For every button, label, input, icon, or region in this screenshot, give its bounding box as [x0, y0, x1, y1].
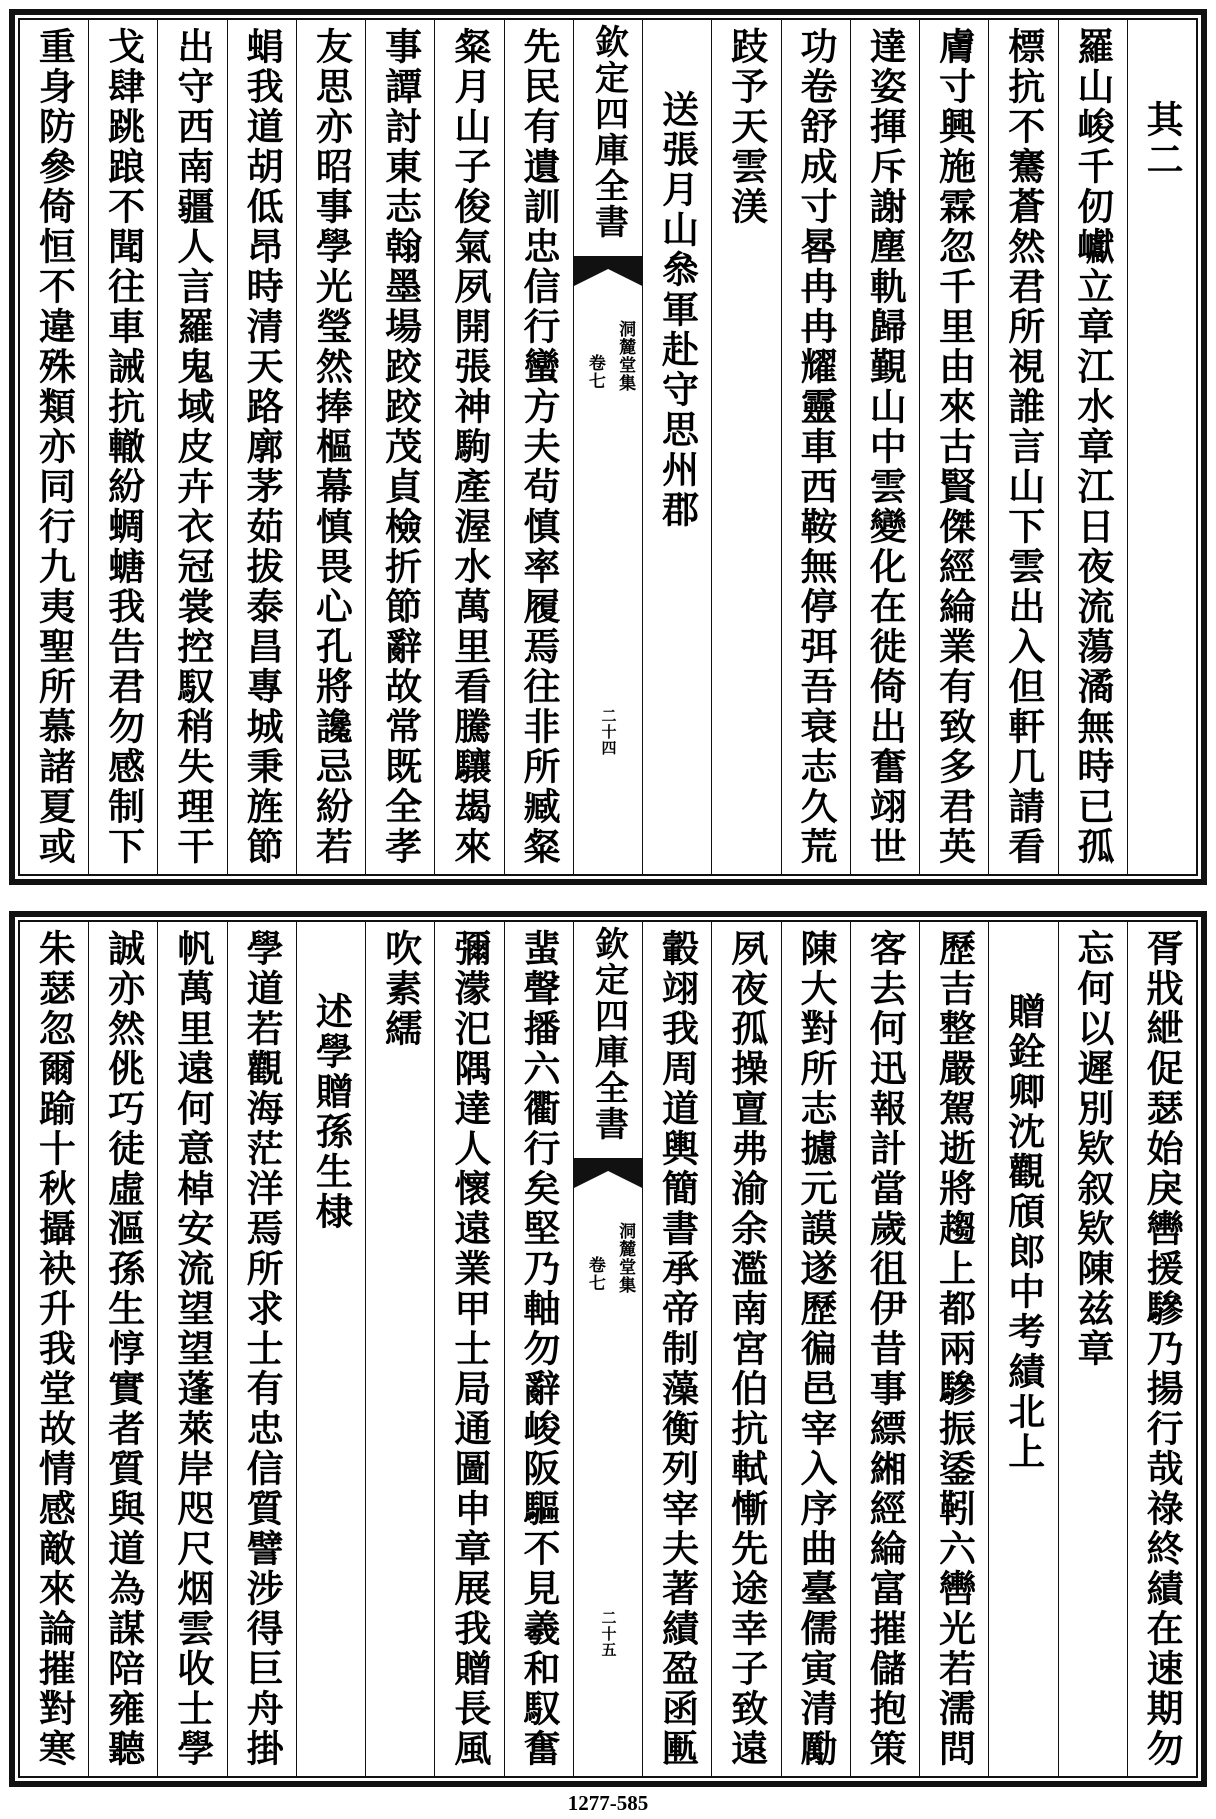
- column-text: 事譚討東志翰墨場跤跤茂貞檢折節辭故常既全孝: [378, 27, 423, 867]
- column-text: 蜎我道胡低昂時清天路廓茅茹拔泰昌專城秉旌節: [240, 27, 285, 867]
- text-column: [1058, 922, 1127, 1776]
- text-column: [157, 922, 226, 1776]
- column-text: 彌濛汜隅達人懷遠業甲士局通圖申章展我贈長風: [447, 929, 492, 1769]
- poem-title: 贈銓卿沈觀頎郎中考績北上: [1001, 992, 1046, 1472]
- center-column: [573, 922, 642, 1776]
- volume-label: 卷七: [584, 354, 605, 390]
- column-text: 戈肆跳踉不聞往車誡抗轍紛蜩螗我告君勿感制下: [101, 27, 146, 867]
- text-column: [1127, 922, 1196, 1776]
- column-text: 出守西南疆人言羅鬼域皮卉衣冠裳控馭稍失理干: [170, 27, 215, 867]
- poem-title: 送張月山叅軍赴守思州郡: [655, 90, 700, 530]
- column-text: 先民有遺訓忠信行蠻方夫茍慎率履焉往非所臧粲: [517, 27, 562, 867]
- text-column: [988, 922, 1057, 1776]
- column-text: 吹素繻: [378, 929, 423, 1049]
- column-text: 轂翊我周道輿簡書承帝制藻衡列宰夫著績盈函匭: [655, 929, 700, 1769]
- text-column: [642, 922, 711, 1776]
- text-column: [88, 922, 157, 1776]
- text-column: [919, 922, 988, 1776]
- text-column: [227, 20, 296, 874]
- column-text: 陳大對所志攄元謨遂歷徧邑宰入序曲臺儒寅清勵: [793, 929, 838, 1769]
- column-text: 跂予天雲渼: [724, 27, 769, 227]
- column-text: 羅山峻千仞巘立章江水章江日夜流蕩潏無時已孤: [1070, 27, 1115, 867]
- text-column: [504, 922, 573, 1776]
- page-frame: [18, 920, 1198, 1778]
- text-column: [434, 922, 503, 1776]
- page-frame: [18, 18, 1198, 876]
- text-column: [365, 20, 434, 874]
- text-column: [781, 922, 850, 1776]
- text-column: [711, 922, 780, 1776]
- column-text: 歷吉整嚴駕逝將趨上都兩驂振鋈靷六轡光若濡問: [932, 929, 977, 1769]
- column-text: 夙夜孤操亶弗渝余濫南宮伯抗軾慚先途幸子致遠: [724, 929, 769, 1769]
- poem-title: 述學贈孫生棣: [309, 992, 354, 1232]
- column-text: 膚寸興施霖忽千里由來古賢傑經綸業有致多君英: [932, 27, 977, 867]
- text-column: [850, 922, 919, 1776]
- text-column: [988, 20, 1057, 874]
- column-text: 達姿揮斥謝塵軌歸覲山中雲變化在徙倚出奮翊世: [863, 27, 908, 867]
- page-number: 二十五: [599, 1610, 618, 1658]
- text-column: [850, 20, 919, 874]
- text-column: [296, 922, 365, 1776]
- series-title: 欽定四庫全書: [588, 926, 629, 1142]
- column-text: 朱瑟忽爾踰十秋攝袂升我堂故情感敵來論摧對寒: [32, 929, 77, 1769]
- text-column: [711, 20, 780, 874]
- bottom-page: [9, 911, 1207, 1787]
- text-column: [504, 20, 573, 874]
- column-text: 粲月山子俊氣夙開張神駒產渥水萬里看騰驤朅來: [447, 27, 492, 867]
- column-text: 學道若觀海茫洋焉所求士有忠信質譬涉得巨舟掛: [240, 929, 285, 1769]
- column-text: 帆萬里遠何意棹安流望望蓬萊岸咫尺烟雲收士學: [170, 929, 215, 1769]
- text-column: [227, 922, 296, 1776]
- text-column: [434, 20, 503, 874]
- text-column: [919, 20, 988, 874]
- text-column: [20, 922, 88, 1776]
- column-text: 胥戕紲促瑟始戾轡援驂乃揚行哉祿終績在速期勿: [1140, 929, 1185, 1769]
- poem-subtitle: 其二: [1140, 100, 1185, 180]
- text-column: [296, 20, 365, 874]
- series-title: 欽定四庫全書: [588, 24, 629, 240]
- reprint-page-number: 1277-585: [567, 1791, 649, 1815]
- text-column: [20, 20, 88, 874]
- column-text: 重身防參倚恒不違殊類亦同行九夷聖所慕諸夏或: [32, 27, 77, 867]
- column-text: 客去何迅報計當歲徂伊昔事縹緗經綸富摧儲抱策: [863, 929, 908, 1769]
- book-title: 洞麓堂集: [615, 1222, 636, 1294]
- top-page: [9, 9, 1207, 885]
- column-text: 忘何以遲別欵叙欵陳兹章: [1070, 929, 1115, 1369]
- column-text: 標抗不騫蒼然君所視誰言山下雲出入但軒几請看: [1001, 27, 1046, 867]
- text-column: [642, 20, 711, 874]
- center-column: [573, 20, 642, 874]
- text-column: [157, 20, 226, 874]
- column-text: 誠亦然佻巧徒虛漚孫生惇實者質與道為謀陪雍聽: [101, 929, 146, 1769]
- column-text: 功卷舒成寸晷冉冉耀靈車西鞍無停弭吾衰志久荒: [793, 27, 838, 867]
- text-column: [88, 20, 157, 874]
- text-column: [1058, 20, 1127, 874]
- volume-label: 卷七: [584, 1256, 605, 1292]
- text-column: [365, 922, 434, 1776]
- book-title: 洞麓堂集: [615, 320, 636, 392]
- column-text: 蜚聲播六衢行矣堅乃軸勿辭峻阪驅不見羲和馭奮: [517, 929, 562, 1769]
- column-text: 友思亦昭事學光瑩然捧樞幕慎畏心孔將讒忌紛若: [309, 27, 354, 867]
- fish-tail-mark: [574, 1158, 642, 1188]
- text-column: [781, 20, 850, 874]
- fish-tail-mark: [574, 256, 642, 286]
- page-number: 二十四: [599, 708, 618, 756]
- text-column: [1127, 20, 1196, 874]
